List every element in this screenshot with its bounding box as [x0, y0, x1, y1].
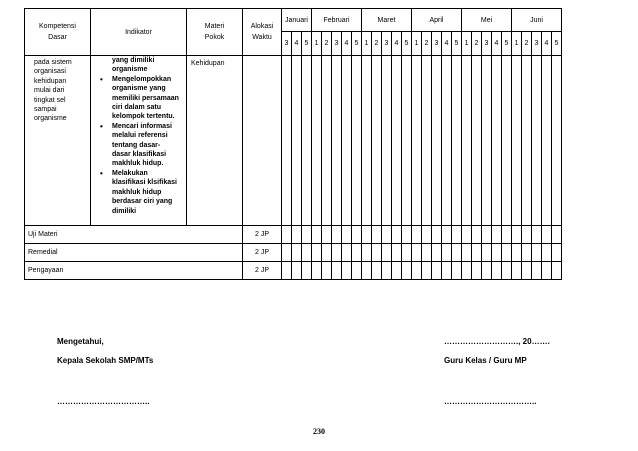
summary-row-label: Uji Materi — [25, 226, 243, 244]
week-number: 1 — [362, 32, 372, 56]
schedule-week-cell — [362, 56, 372, 226]
kd-line: tingkat sel — [34, 96, 66, 104]
week-number: 4 — [392, 32, 402, 56]
indicator-line: melalui referensi — [112, 132, 168, 140]
week-number: 3 — [382, 32, 392, 56]
week-number: 5 — [352, 32, 362, 56]
schedule-week-cell — [402, 262, 412, 280]
kompetensi-dasar-cell — [25, 56, 91, 226]
summary-row-label: Pengayaan — [25, 262, 243, 280]
schedule-week-cell — [482, 262, 492, 280]
schedule-week-cell — [532, 262, 542, 280]
schedule-week-cell — [492, 56, 502, 226]
indicator-line: makhluk hidup — [112, 188, 162, 196]
header-kd-line-2: Dasar — [48, 34, 67, 41]
indicator-line: ciri dalam satu — [112, 104, 162, 112]
schedule-week-cell — [352, 244, 362, 262]
schedule-week-cell — [322, 262, 332, 280]
week-number: 5 — [502, 32, 512, 56]
header-materi-pokok — [187, 9, 243, 56]
schedule-week-cell — [282, 262, 292, 280]
schedule-week-cell — [392, 262, 402, 280]
schedule-week-cell — [372, 262, 382, 280]
indicator-lead-text — [91, 56, 186, 75]
schedule-week-cell — [342, 226, 352, 244]
week-number: 2 — [422, 32, 432, 56]
signature-left-label: Mengetahui, — [57, 337, 104, 346]
summary-row-label: Remedial — [25, 244, 243, 262]
schedule-week-cell — [392, 56, 402, 226]
summary-row-jp: 2 JP — [243, 226, 282, 244]
schedule-week-cell — [422, 262, 432, 280]
indicator-line: yang dimiliki — [112, 57, 155, 64]
schedule-week-cell — [412, 244, 422, 262]
schedule-week-cell — [502, 262, 512, 280]
week-number: 5 — [552, 32, 562, 56]
schedule-week-cell — [412, 56, 422, 226]
schedule-week-cell — [512, 56, 522, 226]
schedule-week-cell — [322, 244, 332, 262]
indicator-line: tentang dasar- — [112, 141, 161, 149]
schedule-week-cell — [332, 262, 342, 280]
schedule-week-cell — [322, 226, 332, 244]
week-number: 4 — [542, 32, 552, 56]
schedule-week-cell — [382, 244, 392, 262]
kd-line: organisme — [34, 115, 67, 123]
schedule-table — [24, 8, 562, 280]
schedule-week-cell — [282, 226, 292, 244]
indikator-cell — [91, 56, 187, 226]
summary-row-jp: 2 JP — [243, 244, 282, 262]
schedule-week-cell — [542, 244, 552, 262]
schedule-week-cell — [532, 244, 542, 262]
schedule-week-cell — [512, 226, 522, 244]
schedule-week-cell — [282, 56, 292, 226]
schedule-week-cell — [282, 244, 292, 262]
month-header: Mei — [462, 9, 512, 32]
signature-right-title: Guru Kelas / Guru MP — [444, 356, 527, 365]
week-number: 5 — [452, 32, 462, 56]
schedule-week-cell — [452, 226, 462, 244]
schedule-week-cell — [552, 56, 562, 226]
week-number: 2 — [472, 32, 482, 56]
schedule-week-cell — [442, 244, 452, 262]
schedule-week-cell — [552, 226, 562, 244]
header-mp-line-2: Pokok — [204, 34, 225, 41]
schedule-week-cell — [522, 244, 532, 262]
schedule-week-cell — [362, 262, 372, 280]
week-number: 4 — [292, 32, 302, 56]
header-indikator: Indikator — [91, 9, 187, 56]
schedule-week-cell — [352, 226, 362, 244]
schedule-week-cell — [432, 56, 442, 226]
schedule-week-cell — [442, 56, 452, 226]
schedule-week-cell — [292, 262, 302, 280]
kd-line: pada sistem — [34, 59, 72, 66]
content-row — [25, 56, 562, 226]
schedule-week-cell — [462, 56, 472, 226]
schedule-week-cell — [372, 56, 382, 226]
indicator-list — [91, 75, 186, 216]
schedule-week-cell — [512, 262, 522, 280]
schedule-week-cell — [502, 56, 512, 226]
schedule-week-cell — [362, 226, 372, 244]
summary-row-remedial — [25, 244, 562, 262]
week-number: 2 — [322, 32, 332, 56]
schedule-week-cell — [512, 244, 522, 262]
schedule-week-cell — [462, 226, 472, 244]
schedule-week-cell — [482, 226, 492, 244]
indicator-line: berdasar ciri yang — [112, 198, 173, 206]
header-aw-line-2: Waktu — [252, 34, 272, 41]
summary-row-pengayaan — [25, 262, 562, 280]
schedule-week-cell — [422, 226, 432, 244]
schedule-week-cell — [382, 226, 392, 244]
signature-right-date: ………………………., 20……. — [444, 337, 550, 346]
week-number: 3 — [282, 32, 292, 56]
page-number: 230 — [313, 427, 325, 436]
schedule-week-cell — [412, 226, 422, 244]
schedule-week-cell — [312, 244, 322, 262]
schedule-week-cell — [432, 226, 442, 244]
schedule-week-cell — [382, 262, 392, 280]
week-number: 3 — [482, 32, 492, 56]
schedule-week-cell — [422, 244, 432, 262]
indicator-item — [112, 75, 184, 122]
schedule-week-cell — [302, 244, 312, 262]
schedule-week-cell — [522, 56, 532, 226]
schedule-week-cell — [462, 244, 472, 262]
schedule-week-cell — [332, 226, 342, 244]
schedule-week-cell — [472, 244, 482, 262]
week-number: 4 — [492, 32, 502, 56]
week-number: 1 — [312, 32, 322, 56]
schedule-week-cell — [312, 262, 322, 280]
header-month-row — [25, 9, 562, 32]
week-number: 1 — [512, 32, 522, 56]
signature-right-blank: …………………………….. — [444, 397, 537, 406]
week-number: 2 — [522, 32, 532, 56]
schedule-week-cell — [482, 244, 492, 262]
schedule-week-cell — [432, 244, 442, 262]
schedule-week-cell — [312, 56, 322, 226]
month-header: Juni — [512, 9, 562, 32]
schedule-week-cell — [492, 226, 502, 244]
signature-left-title: Kepala Sekolah SMP/MTs — [57, 356, 154, 365]
schedule-week-cell — [352, 56, 362, 226]
indicator-item — [112, 122, 184, 169]
schedule-week-cell — [402, 56, 412, 226]
signature-left-blank: …………………………….. — [57, 397, 150, 406]
week-number: 1 — [462, 32, 472, 56]
header-aw-line-1: Alokasi — [250, 23, 274, 30]
schedule-week-cell — [522, 262, 532, 280]
schedule-week-cell — [372, 226, 382, 244]
schedule-week-cell — [532, 226, 542, 244]
schedule-week-cell — [392, 226, 402, 244]
summary-row-uji-materi — [25, 226, 562, 244]
header-kd-line-1: Kompetensi — [39, 23, 76, 30]
week-number: 1 — [412, 32, 422, 56]
schedule-week-cell — [412, 262, 422, 280]
month-header: Januari — [282, 9, 312, 32]
schedule-week-cell — [302, 56, 312, 226]
schedule-week-cell — [502, 244, 512, 262]
month-header: Maret — [362, 9, 412, 32]
schedule-week-cell — [402, 226, 412, 244]
header-kompetensi-dasar — [25, 9, 91, 56]
schedule-week-cell — [442, 226, 452, 244]
schedule-week-cell — [492, 244, 502, 262]
schedule-week-cell — [492, 262, 502, 280]
kd-line: kehidupan — [34, 77, 67, 85]
week-number: 3 — [432, 32, 442, 56]
schedule-week-cell — [342, 56, 352, 226]
week-number: 4 — [442, 32, 452, 56]
indicator-line: • Mencari informasi — [112, 122, 172, 130]
alokasi-waktu-cell — [243, 56, 282, 226]
schedule-week-cell — [472, 262, 482, 280]
schedule-week-cell — [482, 56, 492, 226]
header-mp-line-1: Materi — [204, 23, 225, 30]
week-number: 5 — [302, 32, 312, 56]
schedule-week-cell — [552, 244, 562, 262]
schedule-week-cell — [462, 262, 472, 280]
schedule-week-cell — [382, 56, 392, 226]
schedule-week-cell — [372, 244, 382, 262]
materi-pokok-cell: Kehidupan — [187, 56, 243, 226]
schedule-week-cell — [432, 262, 442, 280]
schedule-week-cell — [472, 56, 482, 226]
schedule-week-cell — [522, 226, 532, 244]
schedule-week-cell — [402, 244, 412, 262]
month-header: April — [412, 9, 462, 32]
schedule-week-cell — [322, 56, 332, 226]
schedule-week-cell — [332, 244, 342, 262]
header-alokasi-waktu — [243, 9, 282, 56]
indicator-line: • Melakukan — [112, 169, 148, 177]
schedule-week-cell — [552, 262, 562, 280]
schedule-week-cell — [452, 262, 462, 280]
schedule-week-cell — [442, 262, 452, 280]
kd-line: organisasi — [34, 68, 66, 76]
kd-line: sampai — [34, 106, 57, 114]
indicator-line: • Mengelompokkan — [112, 75, 172, 83]
indicator-line: kelompok tertentu. — [112, 113, 175, 121]
schedule-week-cell — [452, 56, 462, 226]
indicator-line: makhluk hidup. — [112, 160, 164, 168]
schedule-week-cell — [342, 244, 352, 262]
schedule-week-cell — [472, 226, 482, 244]
schedule-week-cell — [312, 226, 322, 244]
indicator-line: memiliki persamaan — [112, 94, 179, 102]
schedule-week-cell — [302, 226, 312, 244]
summary-row-jp: 2 JP — [243, 262, 282, 280]
week-number: 4 — [342, 32, 352, 56]
week-number: 3 — [532, 32, 542, 56]
week-number: 5 — [402, 32, 412, 56]
indicator-line: organisme — [112, 66, 148, 74]
schedule-week-cell — [302, 262, 312, 280]
schedule-week-cell — [292, 56, 302, 226]
indicator-line: organisme yang — [112, 85, 166, 93]
schedule-week-cell — [542, 262, 552, 280]
month-header: Februari — [312, 9, 362, 32]
indicator-line: dasar klasifikasi — [112, 151, 167, 159]
schedule-week-cell — [542, 226, 552, 244]
schedule-week-cell — [292, 244, 302, 262]
week-number: 2 — [372, 32, 382, 56]
schedule-week-cell — [352, 262, 362, 280]
schedule-week-cell — [452, 244, 462, 262]
schedule-week-cell — [332, 56, 342, 226]
schedule-week-cell — [342, 262, 352, 280]
schedule-week-cell — [532, 56, 542, 226]
schedule-week-cell — [362, 244, 372, 262]
schedule-week-cell — [502, 226, 512, 244]
schedule-week-cell — [292, 226, 302, 244]
schedule-week-cell — [542, 56, 552, 226]
schedule-week-cell — [392, 244, 402, 262]
indicator-item — [112, 169, 184, 216]
indicator-line: dimiliki — [112, 207, 137, 215]
week-number: 3 — [332, 32, 342, 56]
indicator-line: klasifikasi klsifikasi — [112, 179, 177, 187]
kd-line: mulai dari — [34, 87, 65, 95]
schedule-week-cell — [422, 56, 432, 226]
